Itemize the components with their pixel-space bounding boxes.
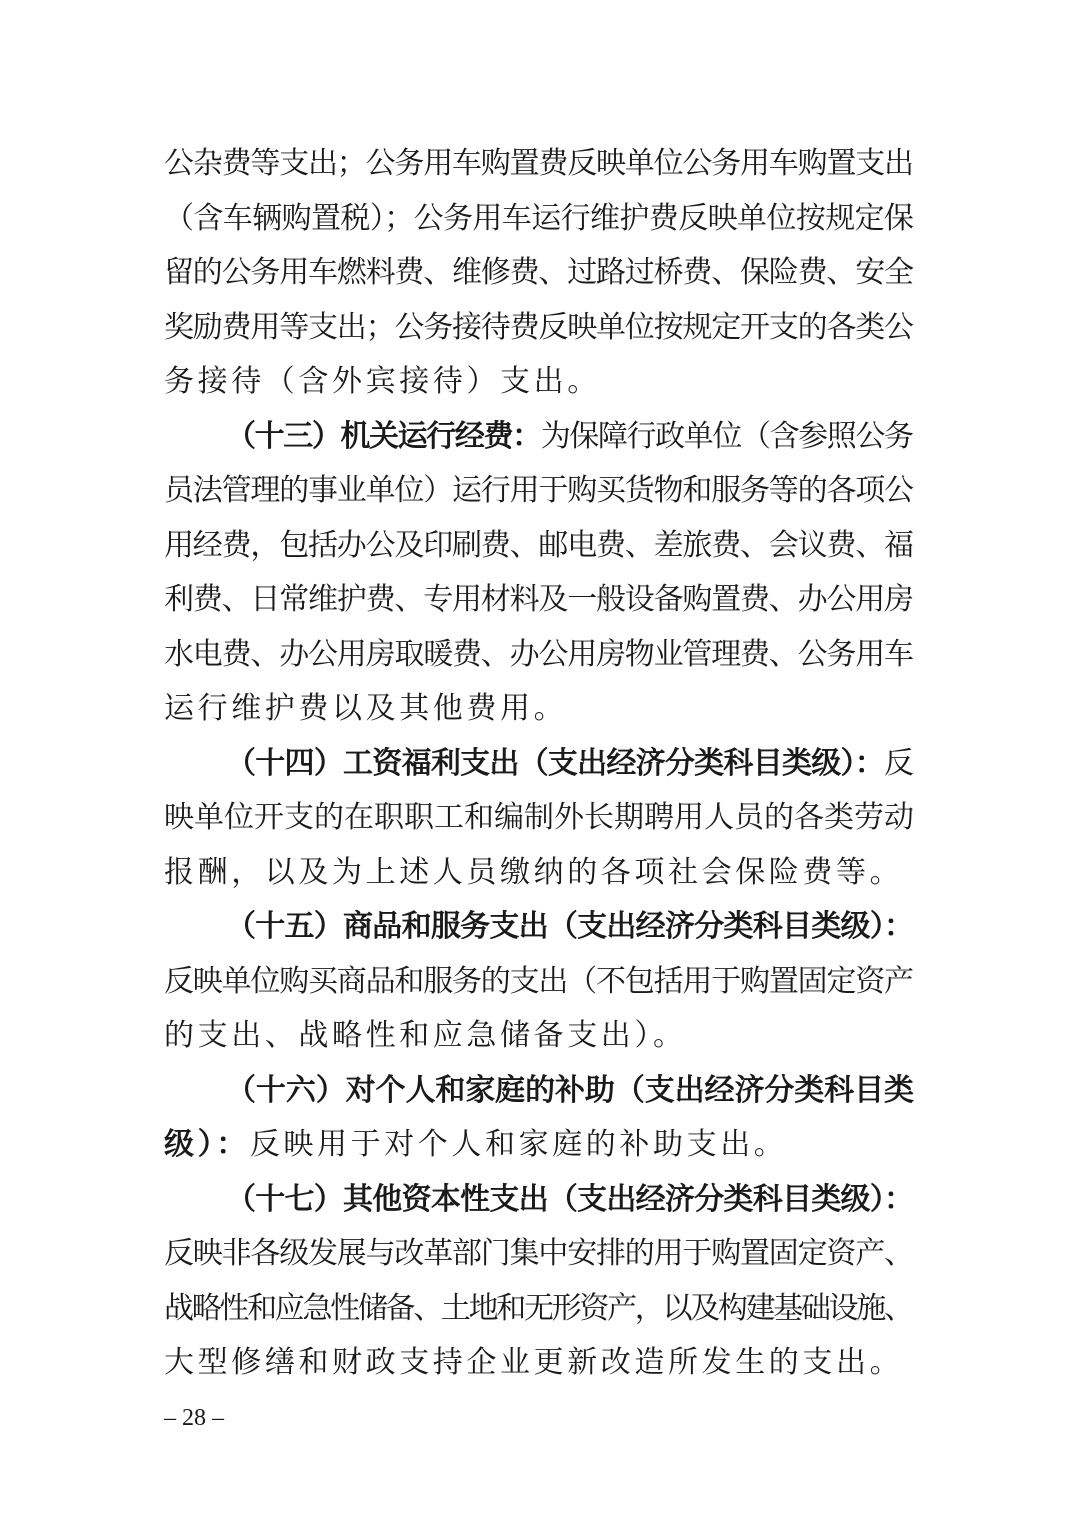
text-line: 反映单位购买商品和服务的支出（不包括用于购置固定资产 (164, 963, 913, 999)
document-body (164, 137, 914, 1391)
section-14-heading: （十四）工资福利支出（支出经济分类科目类级）： (226, 745, 884, 781)
text-line: 的支出、战略性和应急储备支出）。 (164, 1018, 687, 1053)
section-13-heading-line (164, 410, 914, 465)
section-16-heading-line (164, 1064, 914, 1119)
text-line: 运行维护费以及其他费用。 (164, 691, 568, 726)
text-line: 利费、日常维护费、专用材料及一般设备购置费、办公用房 (164, 582, 913, 617)
text-line: 战略性和应急性储备、土地和无形资产，以及构建基础设施、 (164, 1290, 912, 1326)
text-line: 水电费、办公用房取暖费、办公用房物业管理费、公务用车 (164, 636, 913, 672)
section-17-heading-line (164, 1173, 914, 1228)
text-line: 映单位开支的在职职工和编制外长期聘用人员的各类劳动 (164, 800, 914, 835)
page-number: – 28 – (164, 1405, 224, 1431)
text-line: 奖励费用等支出；公务接待费反映单位按规定开支的各类公 (164, 309, 913, 345)
section-15-heading-line (164, 900, 914, 955)
text-line: 用经费，包括办公及印刷费、邮电费、差旅费、会议费、福 (164, 527, 913, 563)
text-line: 报酬，以及为上述人员缴纳的各项社会保险费等。 (164, 854, 904, 890)
section-13-heading: （十三）机关运行经费： (226, 418, 541, 454)
section-16-heading-tail: 级）： (164, 1127, 250, 1162)
section-15-heading: （十五）商品和服务支出（支出经济分类科目类级）： (226, 909, 914, 944)
section-16-heading-continuation (164, 1118, 914, 1173)
text-line: 反 (884, 745, 914, 781)
text-line: 反映非各级发展与改革部门集中安排的用于购置固定资产、 (164, 1236, 913, 1271)
text-line: 公杂费等支出；公务用车购置费反映单位公务用车购置支出 (164, 146, 913, 181)
text-line: 留的公务用车燃料费、维修费、过路过桥费、保险费、安全 (164, 255, 913, 290)
text-line: 员法管理的事业单位）运行用于购买货物和服务等的各项公 (164, 473, 913, 508)
text-line: 反映用于对个人和家庭的补助支出。 (249, 1127, 788, 1162)
text-line: 务接待（含外宾接待）支出。 (164, 364, 601, 399)
section-14-heading-line (164, 737, 914, 792)
text-line: （含车辆购置税）；公务用车运行维护费反映单位按规定保 (164, 200, 914, 236)
section-16-heading: （十六）对个人和家庭的补助（支出经济分类科目类 (226, 1072, 914, 1108)
text-line: 为保障行政单位（含参照公务 (540, 418, 913, 454)
text-line: 大型修缮和财政支持企业更新改造所发生的支出。 (164, 1345, 904, 1380)
section-17-heading: （十七）其他资本性支出（支出经济分类科目类级）： (226, 1181, 914, 1217)
